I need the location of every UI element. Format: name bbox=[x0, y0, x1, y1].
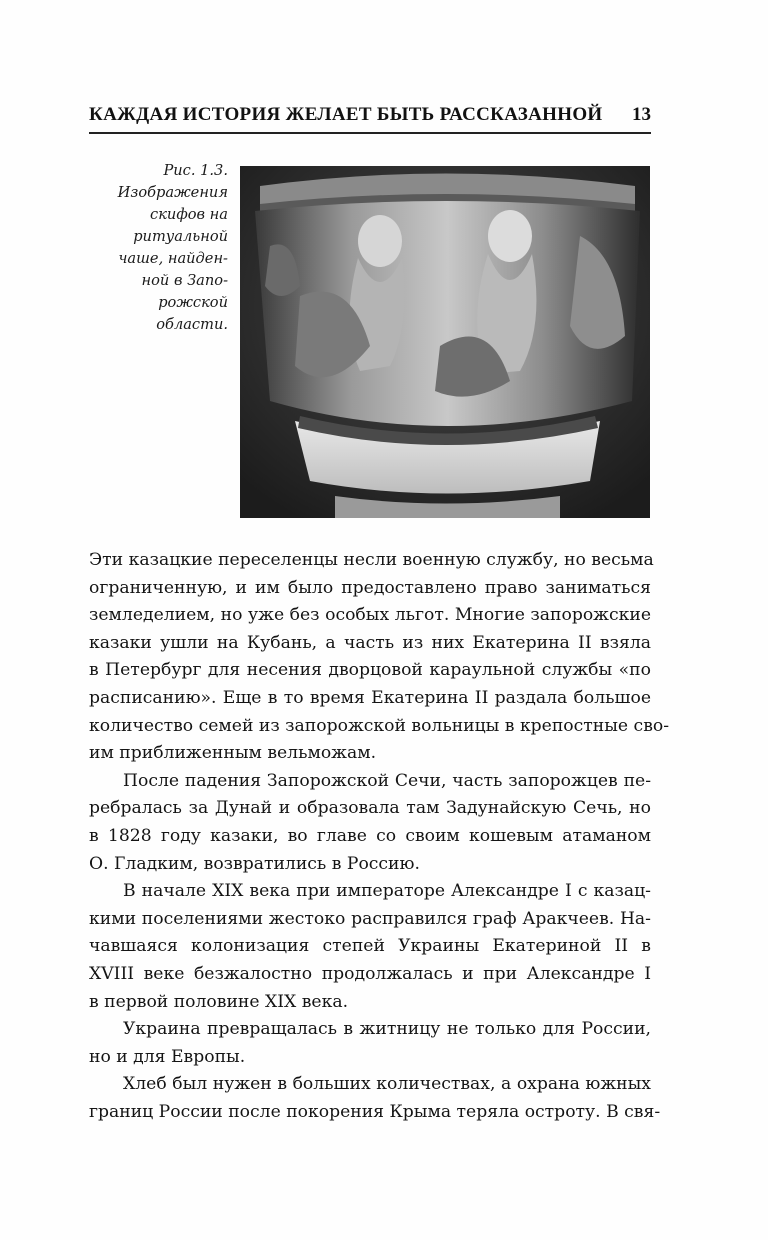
text-line: Эти казацкие переселенцы несли военную службу, но весьма bbox=[89, 550, 654, 570]
page-number: 13 bbox=[632, 104, 651, 125]
text-line: О. Гладким, возвратились в Россию. bbox=[89, 853, 420, 874]
running-header-title: КАЖДАЯ ИСТОРИЯ ЖЕЛАЕТ БЫТЬ РАССКАЗАННОЙ bbox=[89, 104, 603, 125]
text-line: Украина превращалась в житницу не только для России, bbox=[123, 1019, 651, 1040]
caption-line: Изображения bbox=[117, 184, 228, 201]
text-line: границ России после покорения Крыма теряла остроту. В свя- bbox=[89, 1101, 661, 1122]
text-line: Хлеб был нужен в больших количествах, а охрана южных bbox=[123, 1074, 651, 1095]
bowl-photo-illustration bbox=[240, 166, 650, 518]
text-line: чавшаяся колонизация степей Украины Екатериной II в bbox=[89, 936, 651, 957]
body-text bbox=[89, 547, 670, 1126]
text-line: ребралась за Дунай и образовала там Задунайскую Сечь, но bbox=[89, 798, 651, 819]
caption-line: чаше, найден- bbox=[118, 250, 228, 267]
caption-line: ритуальной bbox=[133, 228, 228, 245]
text-line: кими поселениями жестоко расправился граф Аракчеев. На- bbox=[89, 908, 651, 929]
text-line: После падения Запорожской Сечи, часть запорожцев пе- bbox=[123, 770, 651, 791]
caption-line: области. bbox=[156, 316, 228, 333]
text-line: в 1828 году казаки, во главе со своим кошевым атаманом bbox=[89, 825, 651, 846]
text-line: ограниченную, и им было предоставлено право заниматься bbox=[89, 577, 651, 598]
text-line: казаки ушли на Кубань, а часть из них Екатерина II взяла bbox=[89, 632, 651, 653]
photo-scythian-ritual-bowl bbox=[240, 166, 650, 518]
text-line: в Петербург для несения дворцовой караульной службы «по bbox=[89, 660, 651, 681]
text-line: расписанию». Еще в то время Екатерина II раздала большое bbox=[89, 687, 651, 708]
caption-line: скифов на bbox=[150, 206, 228, 223]
text-line: XVIII веке безжалостно продолжалась и при Александре I bbox=[89, 963, 651, 984]
header-rule bbox=[89, 132, 651, 134]
running-header bbox=[89, 104, 651, 130]
text-line: В начале XIX века при императоре Александре I с казац- bbox=[123, 881, 651, 902]
caption-line: ной в Запо- bbox=[141, 272, 228, 289]
text-line: но и для Европы. bbox=[89, 1046, 246, 1067]
text-line: в первой половине XIX века. bbox=[89, 991, 349, 1012]
caption-line: Рис. 1.3. bbox=[163, 162, 228, 179]
text-line: количество семей из запорожской вольницы в крепостные сво- bbox=[89, 715, 670, 736]
text-line: им приближенным вельможам. bbox=[89, 743, 377, 764]
figure-caption bbox=[100, 160, 228, 336]
caption-line: рожской bbox=[158, 294, 228, 311]
text-line: земледелием, но уже без особых льгот. Многие запорожские bbox=[89, 605, 651, 626]
